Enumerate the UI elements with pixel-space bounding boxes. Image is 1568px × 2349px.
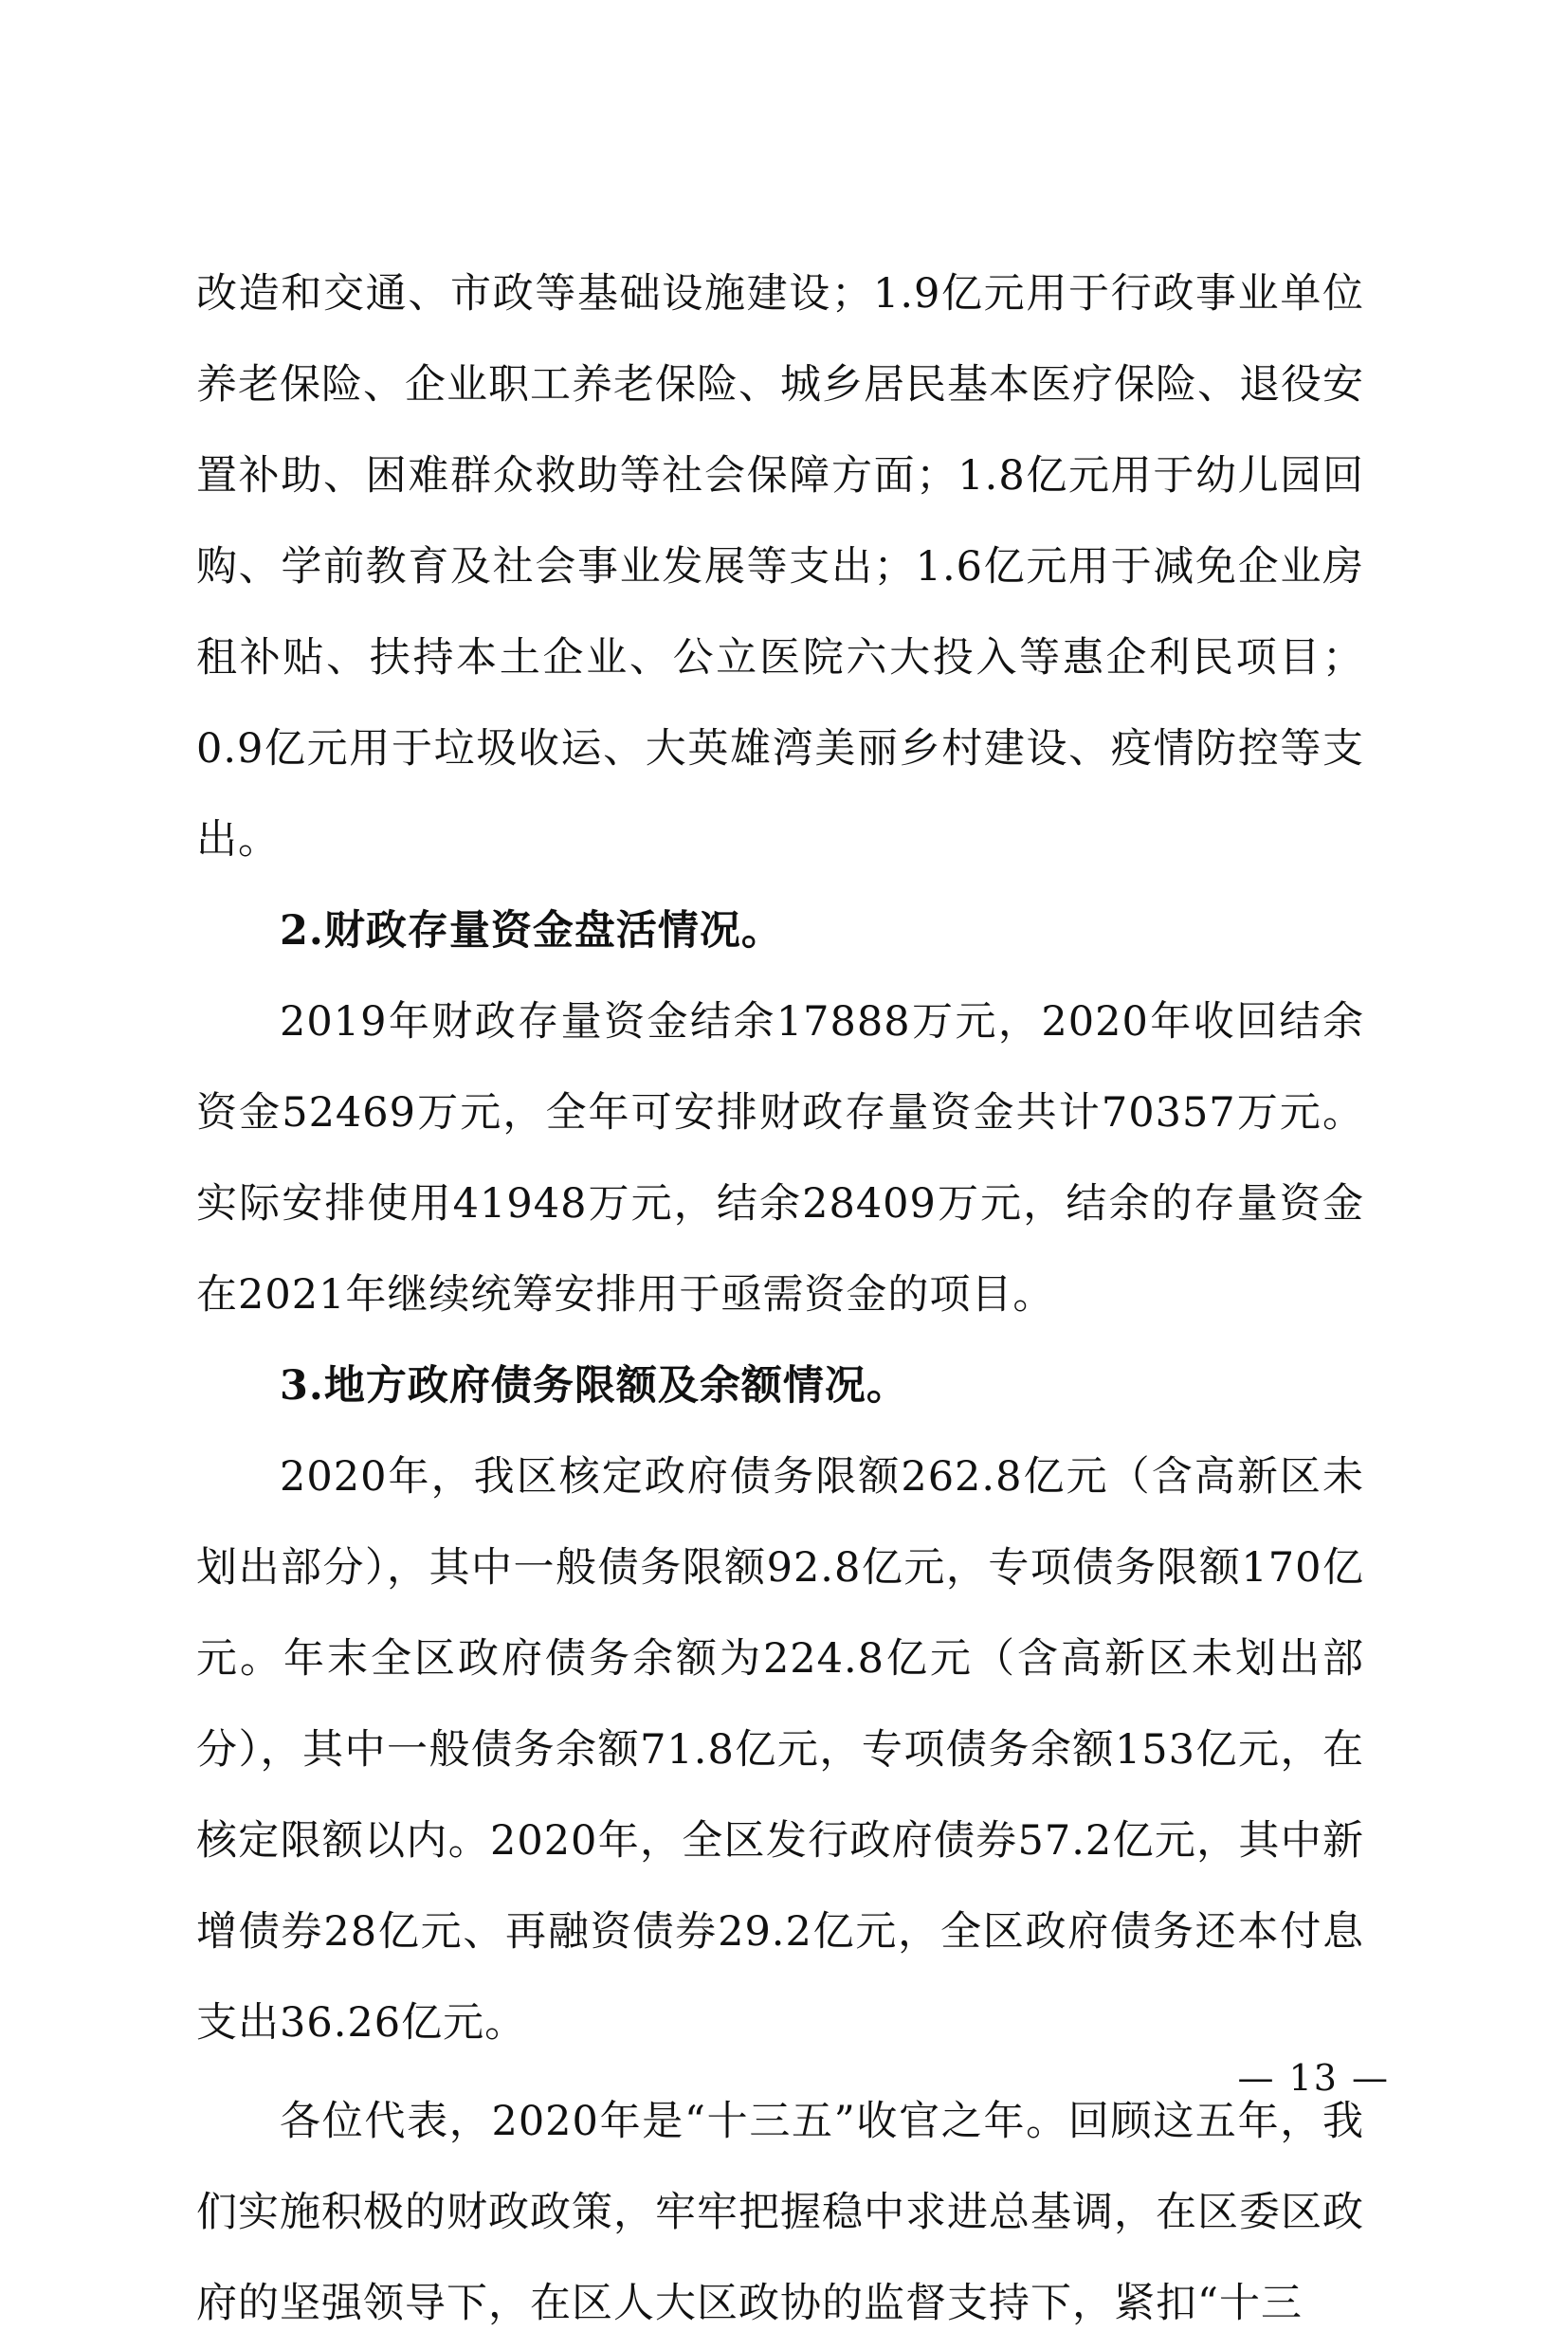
section-heading-government-debt: 3.地方政府债务限额及余额情况。 [280,1362,908,1410]
paragraph-review-five-years: 各位代表，2020年是“十三五”收官之年。回顾这五年，我们实施积极的财政政策，牢牢把握稳中求进总基调，在区委区政府的坚强领导下，在区人大区政协的监督支持下，紧扣“十三 [196,2098,1364,2327]
document-body [196,248,1364,2349]
paragraph-stock-funds: 2019年财政存量资金结余17888万元，2020年收回结余资金52469万元，全年可安排财政存量资金共计70357万元。实际安排使用41948万元，结余28409万元，结余的存量资金在2021年继续统筹安排用于亟需资金的项目。 [196,998,1364,1319]
paragraph-infrastructure-spending: 改造和交通、市政等基础设施建设；1.9亿元用于行政事业单位养老保险、企业职工养老保险、城乡居民基本医疗保险、退役安置补助、困难群众救助等社会保障方面；1.8亿元用于幼儿园回购、学前教育及社会事业发展等支出；1.6亿元用于减免企业房租补贴、扶持本土企业、公立医院六大投入等惠企利民项目；0.9亿元用于垃圾收运、大英雄湾美丽乡村建设、疫情防控等支出。 [196,270,1364,864]
paragraph-government-debt: 2020年，我区核定政府债务限额262.8亿元（含高新区未划出部分），其中一般债务限额92.8亿元，专项债务限额170亿元。年末全区政府债务余额为224.8亿元（含高新区未划出部分），其中一般债务余额71.8亿元，专项债务余额153亿元，在核定限额以内。2020年，全区发行政府债券57.2亿元，其中新增债券28亿元、再融资债券29.2亿元，全区政府债务还本付息支出36.26亿元。 [196,1453,1364,2047]
page-number: — 13 — [1237,2057,1390,2099]
section-heading-stock-funds: 2.财政存量资金盘活情况。 [280,907,783,955]
